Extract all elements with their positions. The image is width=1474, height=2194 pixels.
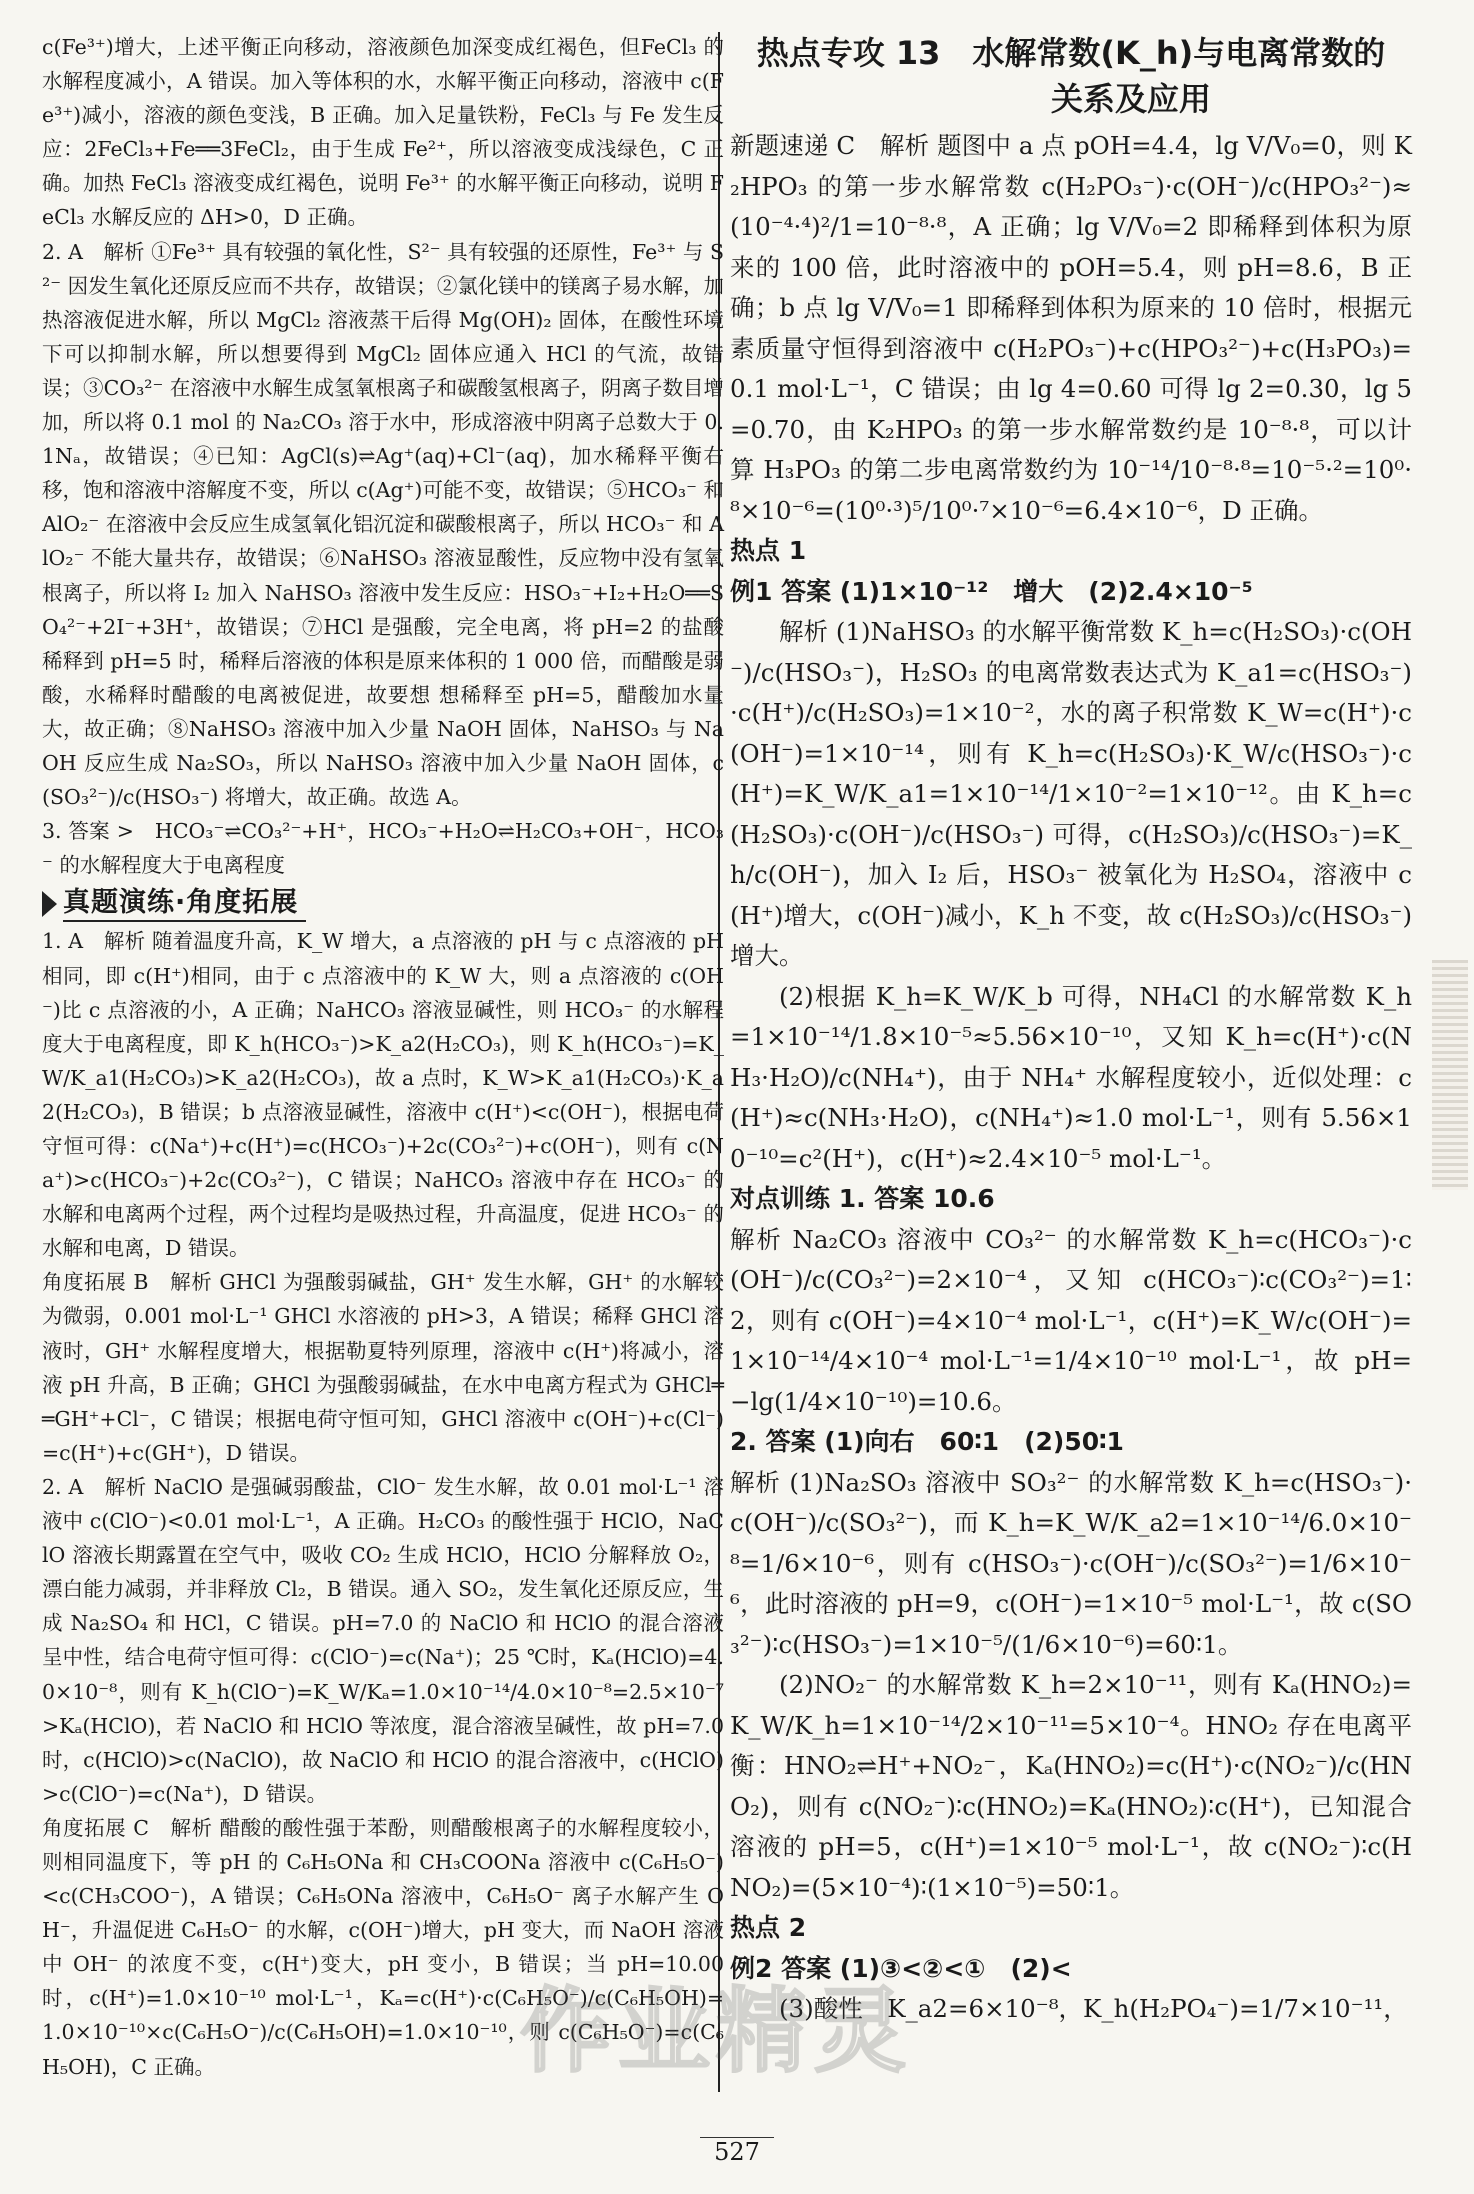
right-column <box>730 30 1412 2030</box>
text-paragraph: 角度拓展 B 解析 GHCl 为强酸弱碱盐，GH⁺ 发生水解，GH⁺ 的水解较为微弱，0.001 mol·L⁻¹ GHCl 水溶液的 pH>3，A 错误；稀释 GHCl 溶液时，GH⁺ 水解程度增大，根据勒夏特列原理，溶液中 c(H⁺)将减小，溶液 pH 升高，B 正确；GHCl 为强酸弱碱盐，在水中电离方程式为 GHCl══GH⁺+Cl⁻，C 错误；根据电荷守恒可知，GHCl 溶液中 c(OH⁻)+c(Cl⁻)=c(H⁺)+c(GH⁺)，D 错误。 <box>42 1270 724 1465</box>
text-paragraph: 新题速递 C 解析 题图中 a 点 pOH=4.4，lg V/V₀=0，则 K₂HPO₃ 的第一步水解常数 c(H₂PO₃⁻)·c(OH⁻)/c(HPO₃²⁻)≈(10⁻⁴·⁴)²/1=10⁻⁸·⁸，A 正确；lg V/V₀=2 即稀释到体积为原来的 100 倍，此时溶液中的 pOH=5.4，则 pH=8.6，B 正确；b 点 lg V/V₀=1 即稀释到体积为原来的 10 倍时，根据元素质量守恒得到溶液中 c(H₂PO₃⁻)+c(HPO₃²⁻)+c(H₃PO₃)=0.1 mol·L⁻¹，C 错误；由 lg 4=0.60 可得 lg 2=0.30，lg 5=0.70，由 K₂HPO₃ 的第一步水解常数约是 10⁻⁸·⁸，可以计算 H₃PO₃ 的第二步电离常数约为 10⁻¹⁴/10⁻⁸·⁸=10⁻⁵·²=10⁰·⁸×10⁻⁶=(10⁰·³)⁵/10⁰·⁷×10⁻⁶=6.4×10⁻⁶，D 正确。 <box>730 131 1412 525</box>
answer-heading: 对点训练 1. 答案 10.6 <box>730 1184 995 1213</box>
page-edge-texture <box>1432 960 1468 1190</box>
topic-title-line-2: 关系及应用 <box>1050 80 1211 118</box>
text-paragraph: 2. A 解析 ①Fe³⁺ 具有较强的氧化性，S²⁻ 具有较强的还原性，Fe³⁺ 与 S²⁻ 因发生氧化还原反应而不共存，故错误；②氯化镁中的镁离子易水解，加热溶液促进水解，所以 MgCl₂ 溶液蒸干后得 Mg(OH)₂ 固体，在酸性环境下可以抑制水解，所以想要得到 MgCl₂ 固体应通入 HCl 的气流，故错误；③CO₃²⁻ 在溶液中水解生成氢氧根离子和碳酸氢根离子，阴离子数目增加，所以将 0.1 mol 的 Na₂CO₃ 溶于水中，形成溶液中阴离子总数大于 0.1Nₐ，故错误；④已知：AgCl(s)⇌Ag⁺(aq)+Cl⁻(aq)，加水稀释平衡右移，饱和溶液中溶解度不变，所以 c(Ag⁺)可能不变，故错误；⑤HCO₃⁻ 和 AlO₂⁻ 在溶液中会反应生成氢氧化铝沉淀和碳酸根离子，所以 HCO₃⁻ 和 AlO₂⁻ 不能大量共存，故错误；⑥NaHSO₃ 溶液显酸性，反应物中没有氢氧根离子，所以将 I₂ 加入 NaHSO₃ 溶液中发生反应：HSO₃⁻+I₂+H₂O══SO₄²⁻+2I⁻+3H⁺，故错误；⑦HCl 是强酸，完全电离，将 pH=2 的盐酸稀释到 pH=5 时，稀释后溶液的体积是原来体积的 1 000 倍，而醋酸是弱酸，水稀释时醋酸的电离被促进，故要想 想稀释至 pH=5，醋酸加水量大，故正确；⑧NaHSO₃ 溶液中加入少量 NaOH 固体，NaHSO₃ 与 NaOH 反应生成 Na₂SO₃，所以 NaHSO₃ 溶液中加入少量 NaOH 固体，c(SO₃²⁻)/c(HSO₃⁻) 将增大，故正确。故选 A。 <box>42 239 724 810</box>
text-paragraph: 解析 Na₂CO₃ 溶液中 CO₃²⁻ 的水解常数 K_h=c(HCO₃⁻)·c(OH⁻)/c(CO₃²⁻)=2×10⁻⁴，又知 c(HCO₃⁻)∶c(CO₃²⁻)=1∶2，则有 c(OH⁻)=4×10⁻⁴ mol·L⁻¹，c(H⁺)=K_W/c(OH⁻)=1×10⁻¹⁴/4×10⁻⁴ mol·L⁻¹=1/4×10⁻¹⁰ mol·L⁻¹，故 pH=−lg(1/4×10⁻¹⁰)=10.6。 <box>730 1224 1412 1416</box>
text-paragraph: (2)根据 K_h=K_W/K_b 可得，NH₄Cl 的水解常数 K_h=1×10⁻¹⁴/1.8×10⁻⁵≈5.56×10⁻¹⁰，又知 K_h=c(H⁺)·c(NH₃·H₂O)/c(NH₄⁺)，由于 NH₄⁺ 水解程度较小，近似处理：c(H⁺)≈c(NH₃·H₂O)，c(NH₄⁺)≈1.0 mol·L⁻¹，则有 5.56×10⁻¹⁰=c²(H⁺)，c(H⁺)≈2.4×10⁻⁵ mol·L⁻¹。 <box>730 981 1412 1173</box>
text-paragraph: c(Fe³⁺)增大，上述平衡正向移动，溶液颜色加深变成红褐色，但FeCl₃ 的水解程度减小，A 错误。加入等体积的水，水解平衡正向移动，溶液中 c(Fe³⁺)减小，溶液的颜色变浅，B 正确。加入足量铁粉，FeCl₃ 与 Fe 发生反应：2FeCl₃+Fe══3FeCl₂，由于生成 Fe²⁺，所以溶液变成浅绿色，C 正确。加热 FeCl₃ 溶液变成红褐色，说明 Fe³⁺ 的水解平衡正向移动，说明 FeCl₃ 水解反应的 ΔH>0，D 正确。 <box>42 35 724 230</box>
text-paragraph: (3)酸性 K_a2=6×10⁻⁸，K_h(H₂PO₄⁻)=1/7×10⁻¹¹， <box>779 1994 1408 2023</box>
watermark: 作业精灵 <box>520 1978 913 2085</box>
section-banner-title: 真题演练·角度拓展 <box>63 886 306 922</box>
text-paragraph: 1. A 解析 随着温度升高，K_W 增大，a 点溶液的 pH 与 c 点溶液的 pH 相同，即 c(H⁺)相同，由于 c 点溶液中的 K_W 大，则 a 点溶液的 c(OH⁻)比 c 点溶液的小，A 正确；NaHCO₃ 溶液显碱性，则 HCO₃⁻ 的水解程度大于电离程度，即 K_h(HCO₃⁻)>K_a2(H₂CO₃)，则 K_h(HCO₃⁻)=K_W/K_a1(H₂CO₃)>K_a2(H₂CO₃)，故 a 点时，K_W>K_a1(H₂CO₃)·K_a2(H₂CO₃)，B 错误；b 点溶液显碱性，溶液中 c(H⁺)<c(OH⁻)，根据电荷守恒可得：c(Na⁺)+c(H⁺)=c(HCO₃⁻)+2c(CO₃²⁻)+c(OH⁻)，则有 c(Na⁺)>c(HCO₃⁻)+2c(CO₃²⁻)，C 错误；NaHCO₃ 溶液中存在 HCO₃⁻ 的水解和电离两个过程，两个过程均是吸热过程，升高温度，促进 HCO₃⁻ 的水解和电离，D 错误。 <box>42 929 724 1261</box>
topic-title-line-1: 热点专攻 13 水解常数(K_h)与电离常数的 <box>756 34 1386 72</box>
page-number-text: 527 <box>700 2137 774 2166</box>
text-paragraph: 3. 答案 > HCO₃⁻⇌CO₃²⁻+H⁺，HCO₃⁻+H₂O⇌H₂CO₃+OH⁻，HCO₃⁻ 的水解程度大于电离程度 <box>42 819 724 878</box>
answer-heading: 例1 答案 (1)1×10⁻¹² 增大 (2)2.4×10⁻⁵ <box>730 576 1253 606</box>
text-paragraph: 解析 (1)NaHSO₃ 的水解平衡常数 K_h=c(H₂SO₃)·c(OH⁻)/c(HSO₃⁻)，H₂SO₃ 的电离常数表达式为 K_a1=c(HSO₃⁻)·c(H⁺)/c(H₂SO₃)=1×10⁻²，水的离子积常数 K_W=c(H⁺)·c(OH⁻)=1×10⁻¹⁴，则有 K_h=c(H₂SO₃)·K_W/c(HSO₃⁻)·c(H⁺)=K_W/K_a1=1×10⁻¹⁴/1×10⁻²=1×10⁻¹²。由 K_h=c(H₂SO₃)·c(OH⁻)/c(HSO₃⁻) 可得，c(H₂SO₃)/c(HSO₃⁻)=K_h/c(OH⁻)，加入 I₂ 后，HSO₃⁻ 被氧化为 H₂SO₄，溶液中 c(H⁺)增大，c(OH⁻)减小，K_h 不变，故 c(H₂SO₃)/c(HSO₃⁻) 增大。 <box>730 617 1412 970</box>
answer-heading: 热点 1 <box>730 536 807 565</box>
text-paragraph: 解析 (1)Na₂SO₃ 溶液中 SO₃²⁻ 的水解常数 K_h=c(HSO₃⁻)·c(OH⁻)/c(SO₃²⁻)，而 K_h=K_W/K_a2=1×10⁻¹⁴/6.0×10⁻⁸=1/6×10⁻⁶，则有 c(HSO₃⁻)·c(OH⁻)/c(SO₃²⁻)=1/6×10⁻⁶，此时溶液的 pH=9，c(OH⁻)=1×10⁻⁵ mol·L⁻¹，故 c(SO₃²⁻)∶c(HSO₃⁻)=1×10⁻⁵/(1/6×10⁻⁶)=60∶1。 <box>730 1467 1412 1659</box>
text-paragraph: 2. A 解析 NaClO 是强碱弱酸盐，ClO⁻ 发生水解，故 0.01 mol·L⁻¹ 溶液中 c(ClO⁻)<0.01 mol·L⁻¹，A 正确。H₂CO₃ 的酸性强于 HClO，NaClO 溶液长期露置在空气中，吸收 CO₂ 生成 HClO，HClO 分解释放 O₂，漂白能力减弱，并非释放 Cl₂，B 错误。通入 SO₂，发生氧化还原反应，生成 Na₂SO₄ 和 HCl，C 错误。pH=7.0 的 NaClO 和 HClO 的混合溶液呈中性，结合电荷守恒可得：c(ClO⁻)=c(Na⁺)；25 ℃时，Kₐ(HClO)=4.0×10⁻⁸，则有 K_h(ClO⁻)=K_W/Kₐ=1.0×10⁻¹⁴/4.0×10⁻⁸=2.5×10⁻⁷>Kₐ(HClO)，若 NaClO 和 HClO 等浓度，混合溶液呈碱性，故 pH=7.0 时，c(HClO)>c(NaClO)，故 NaClO 和 HClO 的混合溶液中，c(HClO)>c(ClO⁻)=c(Na⁺)，D 错误。 <box>42 1474 724 1806</box>
section-banner <box>42 886 724 922</box>
left-column <box>42 30 724 2084</box>
text-paragraph: 角度拓展 C 解析 醋酸的酸性强于苯酚，则醋酸根离子的水解程度较小，则相同温度下，等 pH 的 C₆H₅ONa 和 CH₃COONa 溶液中 c(C₆H₅O⁻)<c(CH₃COO⁻)，A 错误；C₆H₅ONa 溶液中，C₆H₅O⁻ 离子水解产生 OH⁻，升温促进 C₆H₅O⁻ 的水解，c(OH⁻)增大，pH 变大，而 NaOH 溶液中 OH⁻ 的浓度不变，c(H⁺)变大，pH 变小，B 错误；当 pH=10.00 时，c(H⁺)=1.0×10⁻¹⁰ mol·L⁻¹，Kₐ=c(H⁺)·c(C₆H₅O⁻)/c(C₆H₅OH)=1.0×10⁻¹⁰×c(C₆H₅O⁻)/c(C₆H₅OH)=1.0×10⁻¹⁰，则 c(C₆H₅O⁻)=c(C₆H₅OH)，C 正确。 <box>42 1815 724 2079</box>
answer-heading: 2. 答案 (1)向右 60∶1 (2)50∶1 <box>730 1427 1124 1456</box>
text-paragraph: (2)NO₂⁻ 的水解常数 K_h=2×10⁻¹¹，则有 Kₐ(HNO₂)=K_W/K_h=1×10⁻¹⁴/2×10⁻¹¹=5×10⁻⁴。HNO₂ 存在电离平衡：HNO₂⇌H⁺+NO₂⁻，Kₐ(HNO₂)=c(H⁺)·c(NO₂⁻)/c(HNO₂)，则有 c(NO₂⁻)∶c(HNO₂)=Kₐ(HNO₂)∶c(H⁺)，已知混合溶液的 pH=5，c(H⁺)=1×10⁻⁵ mol·L⁻¹，故 c(NO₂⁻)∶c(HNO₂)=(5×10⁻⁴)∶(1×10⁻⁵)=50∶1。 <box>730 1670 1412 1902</box>
chevron-right-icon <box>42 891 57 917</box>
page-number <box>0 2138 1474 2166</box>
answer-heading: 热点 2 <box>730 1913 807 1942</box>
topic-title <box>730 30 1412 122</box>
answer-heading: 例2 答案 (1)③<②<① (2)< <box>730 1953 1072 1983</box>
